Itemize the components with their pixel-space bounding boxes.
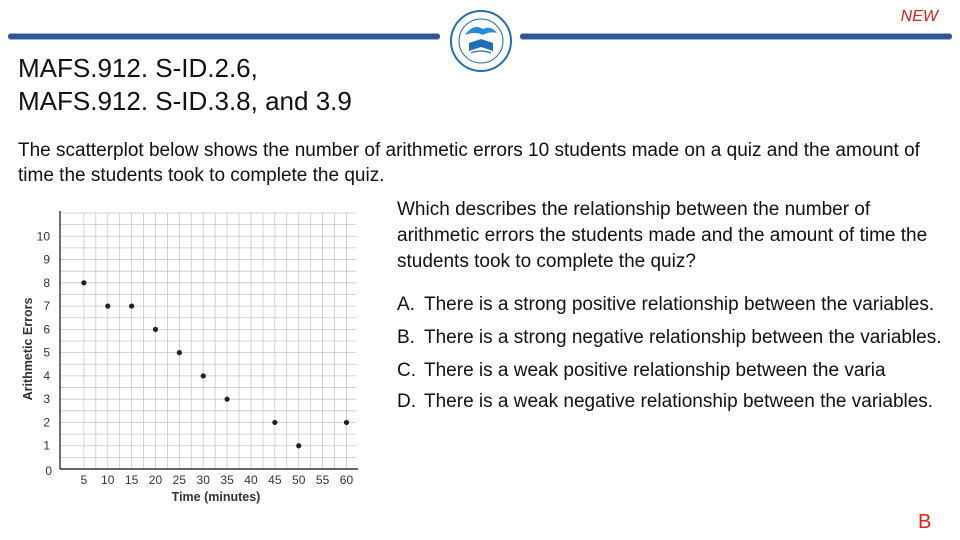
header-rule-right [520, 34, 952, 39]
title-line-2: MAFS.912. S-ID.3.8, and 3.9 [18, 86, 352, 116]
data-point [81, 280, 86, 285]
intro-text: The scatterplot below shows the number of arithmetic errors 10 students made on a quiz and the amount of time the students took to complete the quiz. [18, 140, 920, 186]
x-tick-label: 55 [315, 473, 330, 487]
x-tick-label: 5 [80, 473, 88, 487]
option-letter: A. [397, 294, 415, 315]
x-tick-label: 60 [339, 473, 354, 487]
x-tick-label: 40 [244, 473, 258, 487]
x-axis-title: Time (minutes) [171, 490, 261, 504]
option-letter: B. [397, 327, 415, 348]
data-point [224, 397, 229, 402]
data-point [153, 327, 158, 332]
y-tick-label: 3 [43, 392, 50, 407]
data-point [177, 350, 182, 355]
option-d[interactable] [397, 389, 960, 415]
y-tick-label: 2 [43, 415, 50, 430]
origin-label: 0 [45, 464, 52, 478]
option-text: There is a strong negative relationship between the variables. [424, 327, 942, 348]
option-b[interactable] [397, 325, 960, 351]
y-tick-label: 9 [43, 252, 50, 267]
scatter-chart [18, 205, 368, 505]
option-text: There is a weak negative relationship between the variables. [424, 391, 934, 412]
y-tick-label: 4 [43, 368, 50, 383]
question-text: Which describes the relationship between the number of arithmetic errors the students made and the amount of time the students took to complete the quiz? [397, 199, 928, 272]
page-title [18, 52, 352, 118]
y-tick-label: 7 [43, 299, 50, 314]
option-text: There is a strong positive relationship between the variables. [424, 294, 935, 315]
y-tick-label: 10 [36, 229, 50, 244]
new-label: NEW [900, 8, 938, 25]
data-point [296, 443, 301, 448]
x-tick-label: 25 [172, 473, 187, 487]
option-letter: D. [397, 391, 416, 412]
y-tick-label: 1 [43, 438, 50, 453]
data-point [201, 373, 206, 378]
x-tick-label: 45 [268, 473, 282, 487]
x-tick-label: 20 [148, 473, 163, 487]
option-a[interactable] [397, 292, 960, 318]
district-seal-logo [449, 9, 513, 73]
x-tick-label: 15 [124, 473, 139, 487]
answer-key: B [918, 511, 932, 533]
data-point [344, 420, 349, 425]
y-tick-label: 8 [43, 275, 50, 290]
x-tick-label: 50 [292, 473, 306, 487]
y-tick-label: 6 [43, 322, 50, 337]
option-letter: C. [397, 360, 416, 381]
data-point [105, 303, 110, 308]
answer-options [397, 292, 960, 422]
x-tick-label: 30 [196, 473, 210, 487]
header-rule-left [8, 34, 440, 39]
y-tick-label: 5 [43, 345, 50, 360]
y-axis-title: Arithmetic Errors [21, 297, 35, 401]
option-text: There is a weak positive relationship between the varia [424, 360, 886, 381]
data-point [129, 303, 134, 308]
data-point [272, 420, 277, 425]
x-tick-label: 35 [220, 473, 234, 487]
x-tick-label: 10 [101, 473, 115, 487]
title-line-1: MAFS.912. S-ID.2.6, [18, 53, 258, 83]
option-c[interactable] [397, 358, 960, 384]
